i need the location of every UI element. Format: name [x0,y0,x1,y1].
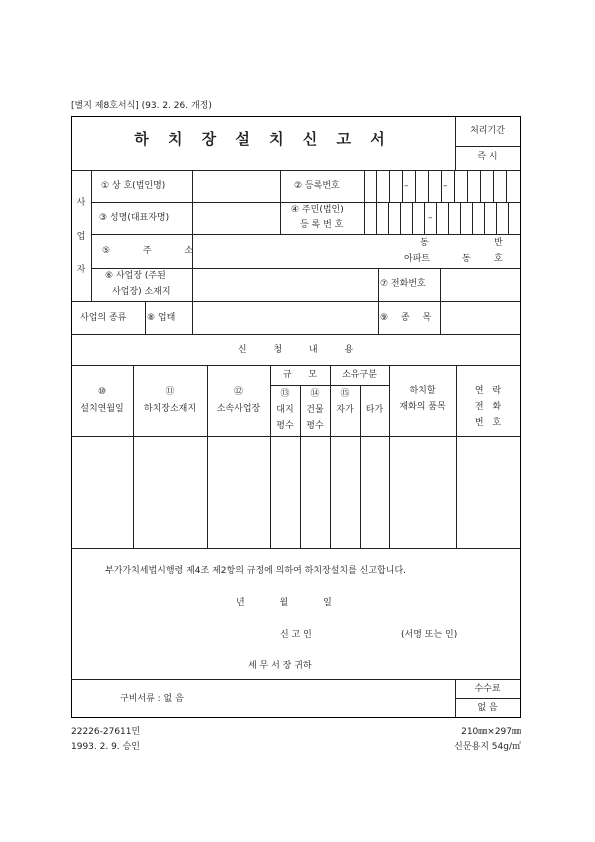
paper-type: 신문용지 54g/㎡ [454,742,521,752]
building-area-header-1: 건물 [306,405,324,415]
trade-name-field[interactable] [193,171,280,202]
registration-dash-2: – [443,181,448,191]
representative-field[interactable] [193,203,280,234]
site-area-number: ⑬ [280,389,290,399]
location-header: 하치장소재지 [143,404,197,414]
approval-date: 1993. 2. 9. 승인 [71,742,140,752]
address-ban-label: 반 [494,238,503,248]
processing-period-value: 즉 시 [477,152,498,162]
recipient-label: 세 무 서 장 귀하 [248,661,312,671]
business-category-field[interactable] [193,302,378,334]
paper-size: 210㎜×297㎜ [461,727,521,737]
address-label: ⑤ 주 소 [102,246,194,256]
business-section-char-2: 업 [76,232,86,242]
resident-number-label-2: 등 록 번 호 [300,220,344,230]
application-entry-row[interactable] [72,437,520,548]
other-owner-header: 타가 [365,405,384,415]
contact-header-2: 전 화 [474,402,502,412]
affiliated-workplace-number: ⑫ [233,387,243,397]
declaration-date: 년 월 일 [236,598,332,608]
business-category-label: ⑧ 업태 [147,313,176,323]
ownership-header: 소유구분 [342,370,377,380]
goods-header-1: 하치할 [409,386,436,396]
contact-header-1: 연 락 [474,386,502,396]
attachments-label: 구비서류 : 없 음 [120,694,184,704]
own-header: 자가 [336,405,354,415]
trade-name-label: ① 상 호(법인명) [101,181,166,191]
install-date-header: 설치연월일 [80,404,124,414]
processing-period-label: 처리기간 [470,126,505,136]
building-area-header-2: 평수 [306,421,324,431]
phone-field[interactable] [441,269,520,301]
application-section-title: 신 청 내 용 [237,345,354,355]
address-apt-label: 아파트 [404,254,431,264]
address-dong-label: 동 [420,238,429,248]
registration-number-label: ② 등록번호 [294,181,340,191]
phone-label: ⑦ 전화번호 [380,279,426,289]
affiliated-workplace-header: 소속사업장 [216,404,261,414]
signature-label: (서명 또는 인) [401,630,458,640]
declarant-label: 신 고 인 [280,630,312,640]
site-area-header-1: 대지 [276,405,294,415]
building-area-number: ⑭ [310,389,320,399]
scale-header: 규 모 [282,370,318,380]
address-apt-dong-label: 동 [462,254,471,264]
business-item-label: ⑨ 종 목 [380,313,432,323]
form-title: 하 치 장 설 치 신 고 서 [134,130,392,148]
fee-value: 없 음 [477,703,498,713]
install-date-number: ⑩ [97,387,107,397]
workplace-label-2: 사업장) 소재지 [112,287,171,297]
declaration-statement: 부가가치세법시행령 제4조 제2항의 규정에 의하여 하치장설치를 신고합니다. [105,566,406,576]
resident-number-label-1: ④ 주민(법인) [291,205,344,215]
site-area-header-2: 평수 [276,421,294,431]
fee-label: 수수료 [474,684,501,694]
goods-header-2: 재화의 품목 [399,402,446,412]
registration-dash-1: – [404,181,409,191]
own-number: ⑮ [340,389,350,399]
resident-number-field[interactable] [365,203,520,234]
business-type-label: 사업의 종류 [80,313,127,323]
workplace-label-1: ⑥ 사업장 (주된 [105,271,166,281]
resident-number-dash: – [428,213,433,223]
form-code: 22226-27611민 [71,727,141,737]
representative-label: ③ 성명(대표자명) [99,213,170,223]
business-section-char-1: 사 [76,198,86,208]
contact-header-3: 번 호 [474,418,502,428]
business-item-field[interactable] [441,302,520,334]
business-section-char-3: 자 [76,265,86,275]
address-ho-label: 호 [494,254,503,264]
form-number-label: [별지 제8호서식] (93. 2. 26. 개정) [71,101,212,111]
workplace-address-field[interactable] [193,269,378,301]
location-number: ⑪ [165,387,175,397]
